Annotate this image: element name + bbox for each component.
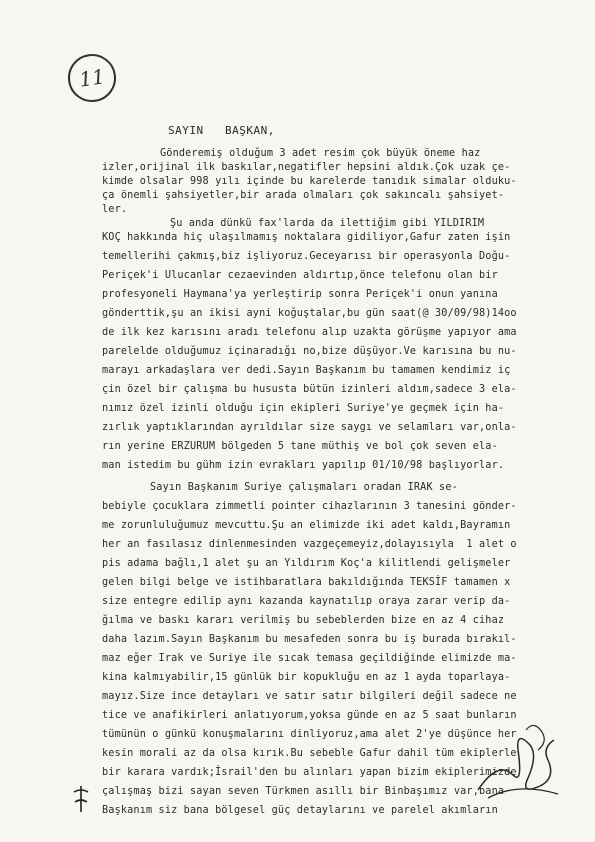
text-line: ça önemli şahsiyetler,bir arada olmaları çok sakıncalı şahsiyet- <box>102 190 505 201</box>
text-line: Şu anda dünkü fax'larda da ilettiğim gibi YILDIRIM <box>170 218 485 229</box>
text-line: izler,orijinal ilk baskılar,negatifler hepsini aldık.Çok uzak çe- <box>102 162 511 173</box>
text-line: bebiyle çocuklara zimmetli pointer cihazlarının 3 tanesini gönder- <box>102 501 517 512</box>
text-line: her an fasılasız dinlenmesinden vazgeçemeyiz,dolayısıyla 1 alet o <box>102 539 517 550</box>
text-line: kina kalmıyabilir,15 günlük bir kopukluğu en az 1 ayda toparlaya- <box>102 672 511 683</box>
text-line: gönderttik,şu an ikisi ayni koğuştalar,bu gün saat(@ 30/09/98)14oo <box>102 308 517 319</box>
page-number: 11 <box>77 64 107 92</box>
handwritten-signature-icon <box>468 690 568 814</box>
text-line: ğılma ve baskı kararı verilmiş bu sebeblerden bize en az 4 cihaz <box>102 615 505 626</box>
text-line: çin özel bir çalışma bu hususta bütün izinleri aldım,sadece 3 ela- <box>102 384 517 395</box>
text-line: maz eğer Irak ve Suriye ile sıcak temasa geçildiğinde elimizde ma- <box>102 653 517 664</box>
text-line: bir karara vardık;İsrail'den bu alınları yapan bizim ekiplerimizde <box>102 767 517 778</box>
margin-handwritten-mark <box>70 784 92 820</box>
text-line: kimde olsalar 998 yılı içinde bu karelerde tanıdık simalar olduku- <box>102 176 517 187</box>
text-line: nımız özel izinli olduğu için ekipleri Suriye'ye geçmek için ha- <box>102 403 505 414</box>
text-line: çalışmaş bizi sayan seven Türkmen asıllı bir Binbaşımız var,bana <box>102 786 505 797</box>
text-line: tümünün o günkü konuşmalarını dinliyoruz,ama alet 2'ye düşünce her <box>102 729 517 740</box>
text-line: Sayın Başkanım Suriye çalışmaları oradan IRAK se- <box>150 482 458 493</box>
salutation: SAYIN BAŞKAN, <box>168 124 275 137</box>
text-line: mayız.Size ince detayları ve satır satır bilgileri değil sadece ne <box>102 691 517 702</box>
text-line: pis adama bağlı,1 alet şu an Yıldırım Koç'a kilitlendi gelişmeler <box>102 558 511 569</box>
text-line: gelen bilgi belge ve istihbaratlara bakıldığında TEKSİF tamamen x <box>102 577 511 588</box>
text-line: Başkanım siz bana bölgesel güç detaylarını ve parelel akımların <box>102 805 498 816</box>
text-line: tice ve anafikirleri anlatıyorum,yoksa günde en az 5 saat bunların <box>102 710 517 721</box>
text-line: marayı arkadaşlara ver dedi.Sayın Başkanım bu tamamen kendimiz iç <box>102 365 511 376</box>
text-line: Gönderemiş olduğum 3 adet resim çok büyük öneme haz <box>160 148 481 159</box>
text-line: temellerihi çakmış,biz işliyoruz.Geceyarısı bir operasyonla Doğu- <box>102 251 511 262</box>
text-line: KOÇ hakkında hiç ulaşılmamış noktalara gidiliyor,Gafur zaten işin <box>102 232 511 243</box>
text-line: zırlık yaptıklarından ayrıldılar size saygı ve selamları var,onla- <box>102 422 517 433</box>
text-line: size entegre edilip aynı kazanda kaynatılıp oraya zarar verip da- <box>102 596 511 607</box>
text-line: ler. <box>102 204 128 215</box>
text-line: parelelde olduğumuz içinaradığı no,bize düşüyor.Ve karısına bu nu- <box>102 346 517 357</box>
text-line: man istedim bu gühm izin evrakları yapılıp 01/10/98 başlıyorlar. <box>102 460 505 471</box>
text-line: Periçek'i Ulucanlar cezaevinden aldırtıp,önce telefonu olan bir <box>102 270 498 281</box>
text-line: me zorunluluğumuz mevcuttu.Şu an elimizde iki adet kaldı,Bayramın <box>102 520 511 531</box>
text-line: de ilk kez karısını aradı telefonu alıp uzakta görüşme yapıyor ama <box>102 327 517 338</box>
text-line: daha lazım.Sayın Başkanım bu mesafeden sonra bu iş burada bırakıl- <box>102 634 517 645</box>
text-line: profesyoneli Haymana'ya yerleştirip sonra Periçek'i onun yanına <box>102 289 498 300</box>
text-line: rın yerine ERZURUM bölgeden 5 tane müthiş ve bol çok seven ela- <box>102 441 498 452</box>
text-line: kesin morali az da olsa kırık.Bu sebeble Gafur dahil tüm ekiplerle <box>102 748 517 759</box>
